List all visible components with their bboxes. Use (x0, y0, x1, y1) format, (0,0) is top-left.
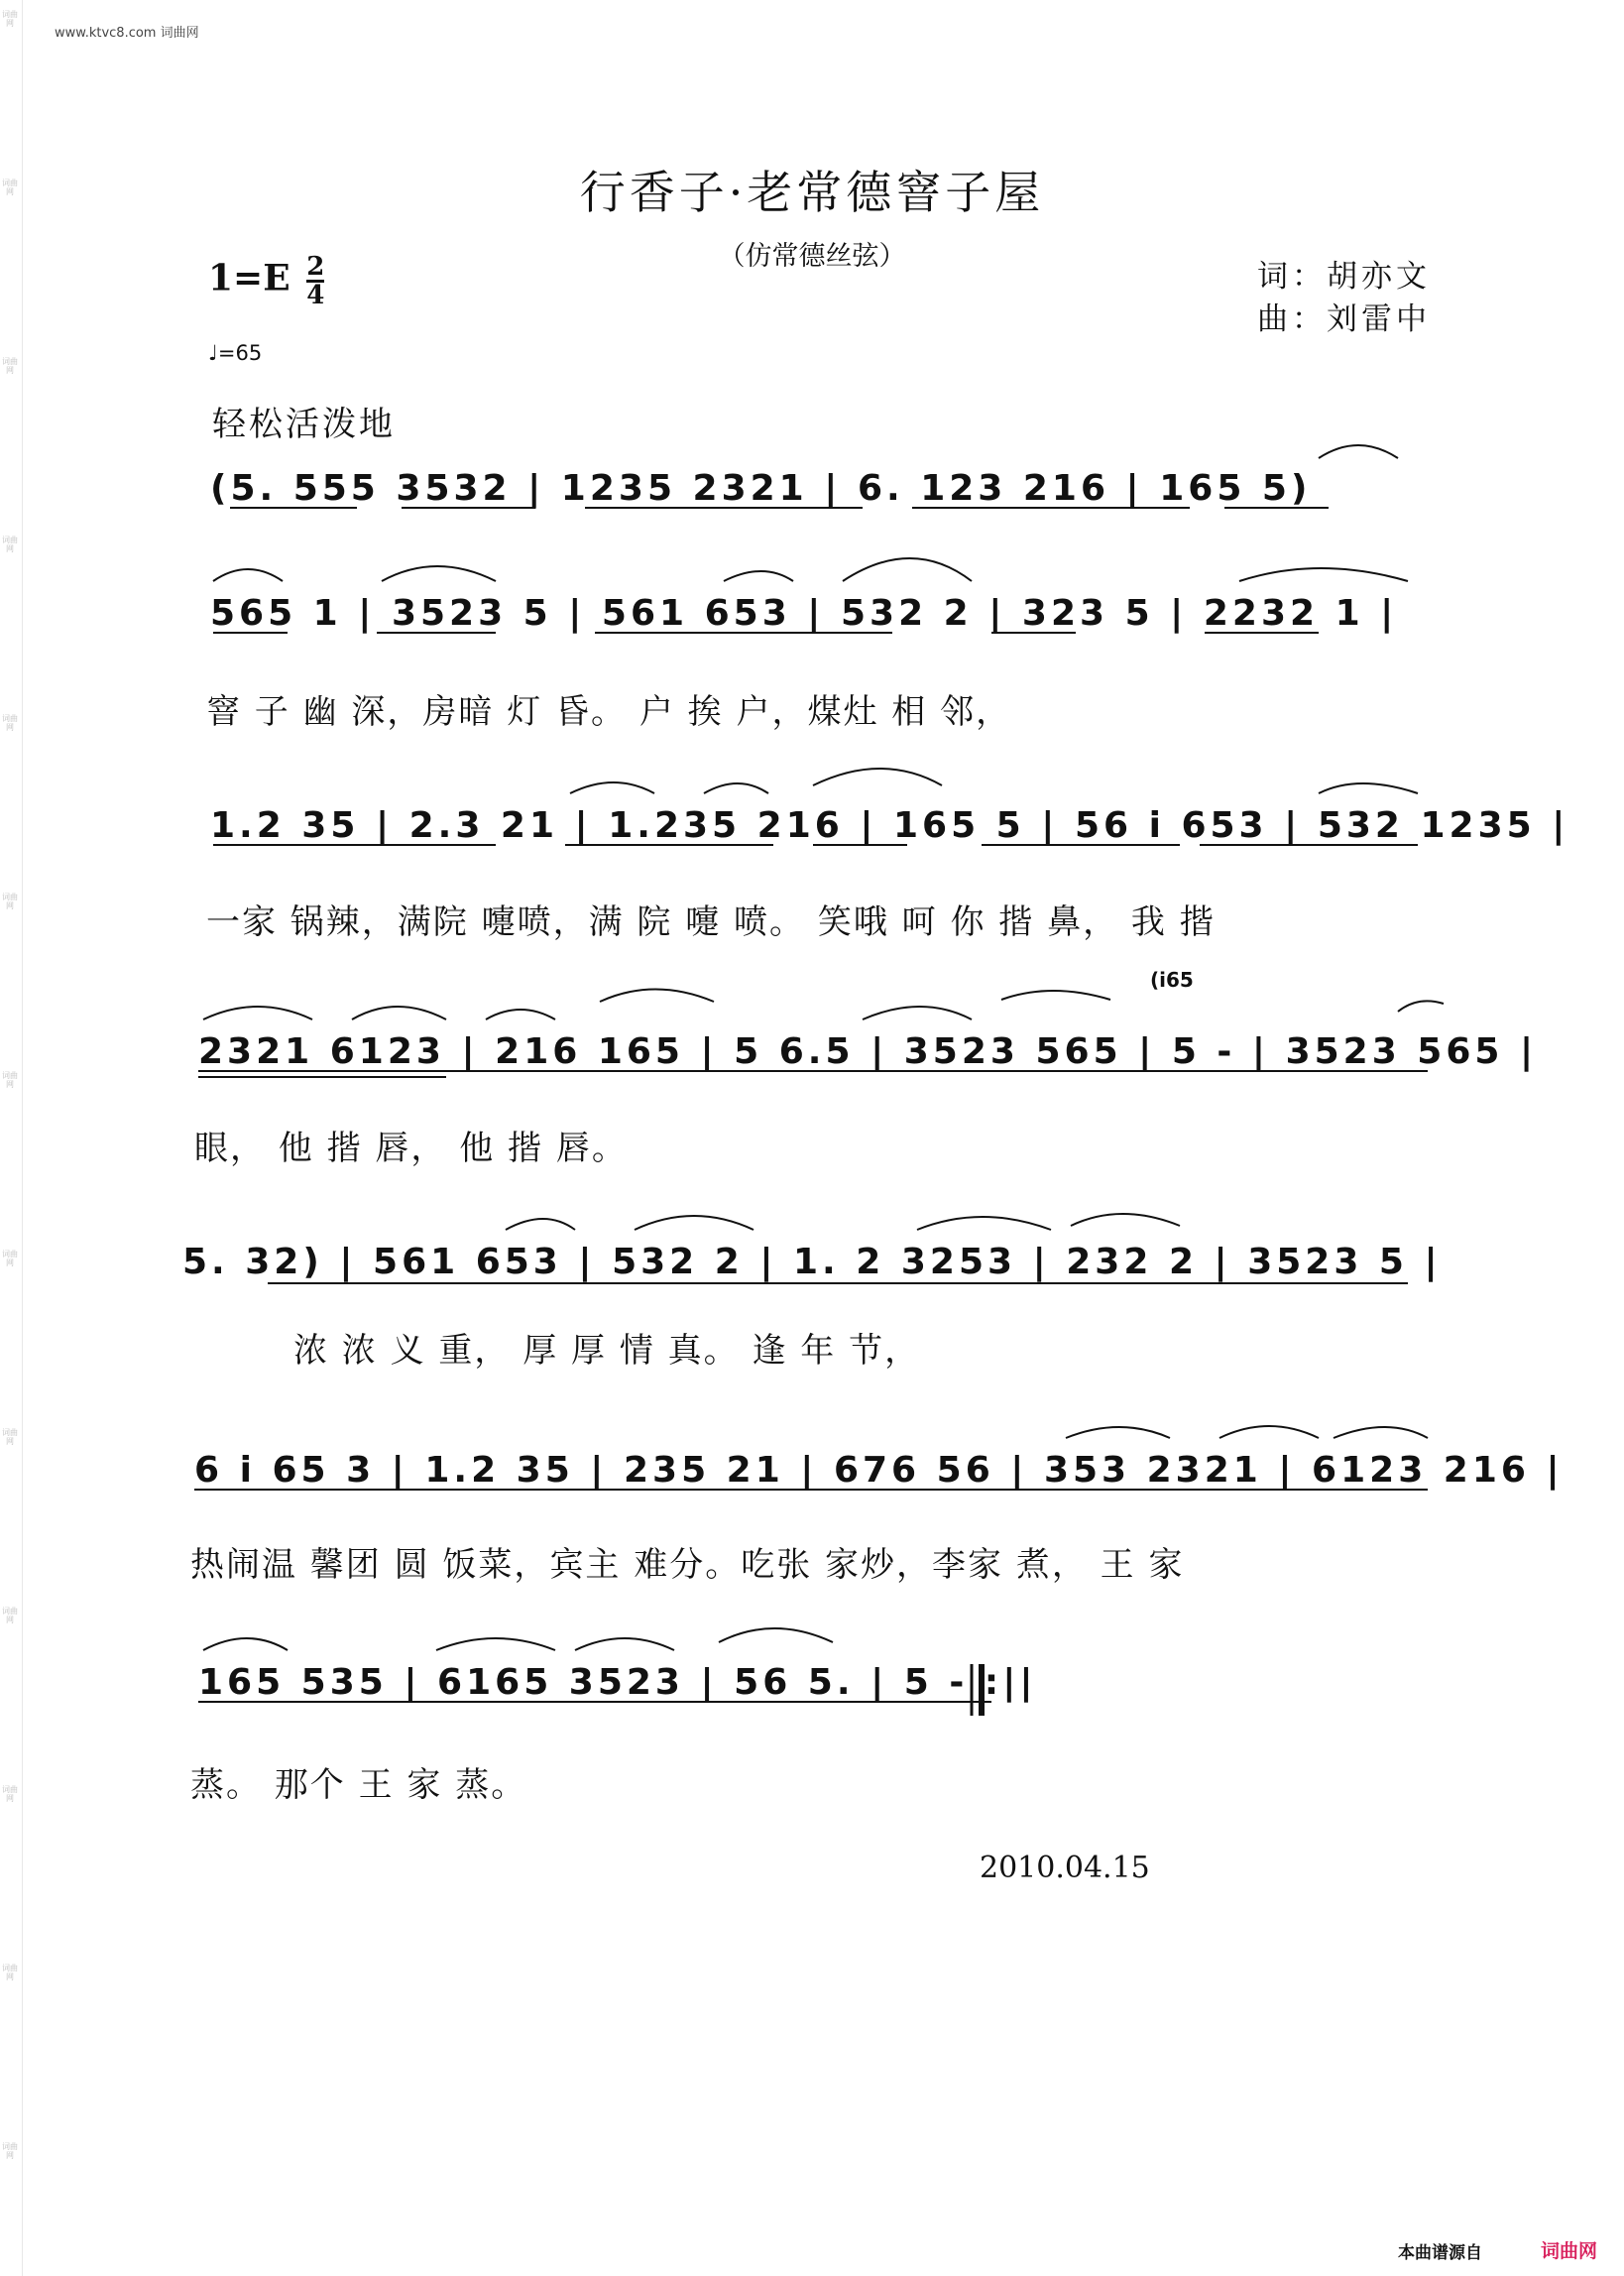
slur (635, 1216, 754, 1230)
sidebar-mark: 词曲网 (2, 2142, 18, 2160)
sidebar-mark: 词曲网 (2, 536, 18, 553)
notation-line-3: 1.2 35 | 2.3 21 | 1.235 216 | 165 5 | 56 i 653 | 532 1235 | (210, 805, 1569, 846)
slur (213, 569, 283, 581)
slur (352, 1007, 446, 1019)
grace-notes: (i65 (1150, 968, 1194, 992)
slur (813, 769, 942, 785)
slur (506, 1219, 575, 1230)
slur (486, 1010, 555, 1019)
song-subtitle: （仿常德丝弦） (718, 241, 906, 272)
slur (719, 1628, 833, 1642)
slur (724, 571, 793, 581)
sidebar-mark: 词曲网 (2, 893, 18, 910)
song-title: 行香子·老常德窨子屋 (579, 166, 1045, 219)
time-top: 2 (306, 252, 325, 282)
slur (1334, 1427, 1428, 1438)
slur (575, 1638, 674, 1650)
sidebar-mark: 词曲网 (2, 357, 18, 375)
date-stamp: 2010.04.15 (980, 1851, 1150, 1885)
slur (1001, 991, 1110, 1000)
lyrics-line-3: 一家 锅辣，满院 嚏喷，满 院 嚏 喷。 笑哦 呵 你 揩 鼻， 我 揩 (206, 902, 1216, 942)
time-bottom: 4 (306, 281, 325, 310)
lyrics-line-4: 眼， 他 揩 唇， 他 揩 唇。 (194, 1129, 628, 1168)
sidebar-mark: 词曲网 (2, 10, 18, 28)
notation-line-1: (5. 555 3532 | 1235 2321 | 6. 123 216 | 165 5) (210, 468, 1312, 509)
lyrics-line-2: 窨 子 幽 深，房暗 灯 昏。 户 挨 户，煤灶 相 邻， (206, 692, 1012, 732)
sidebar-mark: 词曲网 (2, 1428, 18, 1446)
site-watermark: www.ktvc8.com 词曲网 (55, 26, 199, 41)
sidebar-mark: 词曲网 (2, 1607, 18, 1624)
slur (917, 1217, 1051, 1230)
slur (436, 1638, 555, 1650)
sidebar-mark: 词曲网 (2, 714, 18, 732)
slur (1219, 1426, 1319, 1438)
slur (1319, 445, 1398, 458)
slur (704, 783, 768, 793)
slur (570, 782, 654, 793)
lyrics-line-7: 蒸。 那个 王 家 蒸。 (190, 1765, 527, 1805)
lyrics-line-6: 热闹温 馨团 圆 饭菜，宾主 难分。吃张 家炒，李家 煮， 王 家 (190, 1545, 1185, 1585)
slur (1398, 1001, 1444, 1012)
notation-line-2: 565 1 | 3523 5 | 561 653 | 532 2 | 323 5 | 2232 1 | (210, 593, 1398, 634)
lyrics-line-5: 浓 浓 义 重， 厚 厚 情 真。 逢 年 节， (293, 1331, 921, 1371)
key-label: 1=E (208, 257, 290, 299)
tempo-marking: ♩=65 (208, 341, 263, 365)
sidebar-mark: 词曲网 (2, 1964, 18, 1981)
footer-logo: 词曲网 (1541, 2240, 1598, 2262)
notation-line-5: 5. 32) | 561 653 | 532 2 | 1. 2 3253 | 232 2 | 3523 5 | (182, 1242, 1442, 1282)
composer: 曲：刘雷中 (1257, 301, 1431, 337)
slur (382, 566, 496, 581)
slur (1071, 1214, 1180, 1226)
notation-line-7: 165 535 | 6165 3523 | 56 5. | 5 - :|| (198, 1662, 1037, 1703)
sidebar-mark: 词曲网 (2, 179, 18, 196)
sidebar-mark: 词曲网 (2, 1785, 18, 1803)
slur (863, 1007, 972, 1019)
slur (1239, 568, 1408, 581)
expression-marking: 轻松活泼地 (212, 405, 396, 444)
slur (203, 1638, 288, 1650)
lyricist: 词：胡亦文 (1257, 259, 1431, 295)
footer-source: 本曲谱源自 (1398, 2243, 1482, 2263)
slur (600, 990, 714, 1003)
sidebar-mark: 词曲网 (2, 1071, 18, 1089)
slur (843, 558, 972, 581)
slur (1319, 783, 1418, 793)
sidebar-mark: 词曲网 (2, 1250, 18, 1267)
slur (203, 1007, 312, 1019)
slur (1066, 1427, 1170, 1438)
notation-line-6: 6 i 65 3 | 1.2 35 | 235 21 | 676 56 | 353 2321 | 6123 216 | (194, 1450, 1564, 1491)
notation-line-4: 2321 6123 | 216 165 | 5 6.5 | 3523 565 | 5 - | 3523 565 | (198, 1031, 1538, 1072)
